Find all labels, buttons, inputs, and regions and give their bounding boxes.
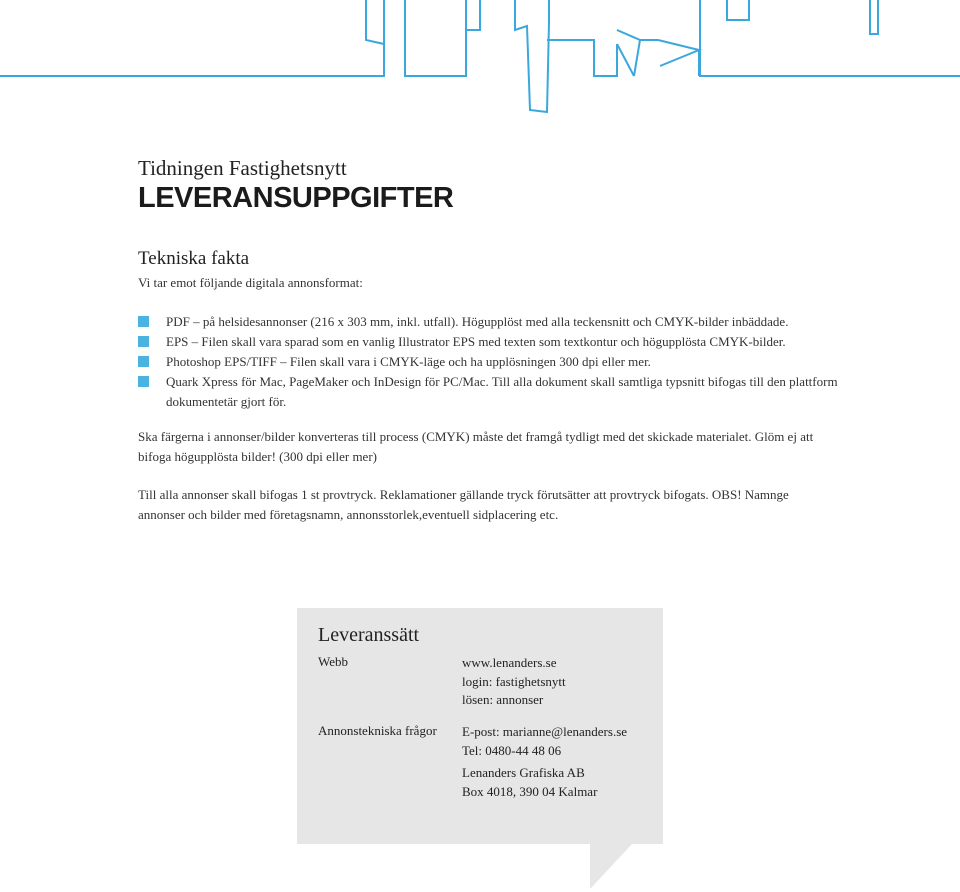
tech-questions-label: Annonstekniska frågor	[318, 723, 437, 738]
square-bullet-icon	[138, 376, 149, 387]
contact-email[interactable]: E-post: marianne@lenanders.se	[462, 724, 628, 739]
square-bullet-icon	[138, 356, 149, 367]
web-label: Webb	[318, 654, 348, 669]
list-item-text: EPS – Filen skall vara sparad som en vanlig Illustrator EPS med texten som textkontur och högupplösta CMYK-bilder.	[166, 334, 786, 349]
contact-details	[462, 723, 627, 760]
format-list	[138, 312, 838, 412]
company-name: Lenanders Grafiska AB	[462, 765, 585, 780]
intro-text: Vi tar emot följande digitala annonsformat:	[138, 275, 363, 290]
list-item	[138, 332, 838, 352]
page-title: LEVERANSUPPGIFTER	[138, 182, 454, 214]
list-item-text: Photoshop EPS/TIFF – Filen skall vara i CMYK-läge och ha upplösningen 300 dpi eller mer.	[166, 354, 651, 369]
contact-phone: Tel: 0480-44 48 06	[462, 742, 562, 758]
list-item	[138, 352, 838, 372]
square-bullet-icon	[138, 316, 149, 327]
publication-name: Tidningen Fastighetsnytt	[138, 156, 347, 180]
web-url[interactable]: www.lenanders.se	[462, 655, 557, 670]
address-details	[462, 764, 597, 801]
list-item	[138, 312, 838, 332]
square-bullet-icon	[138, 336, 149, 347]
web-password: lösen: annonser	[462, 692, 544, 707]
list-item	[138, 372, 838, 412]
web-details	[462, 654, 566, 710]
section-heading-tech: Tekniska fakta	[138, 248, 250, 269]
web-login: login: fastighetsnytt	[462, 673, 566, 689]
delivery-heading: Leveranssätt	[318, 624, 420, 646]
list-item-text: PDF – på helsidesannonser (216 x 303 mm, inkl. utfall). Högupplöst med alla teckensnitt och CMYK-bilder inbäddade.	[166, 314, 789, 329]
skyline-illustration	[0, 0, 960, 120]
proof-print-paragraph: Till alla annonser skall bifogas 1 st provtryck. Reklamationer gällande tryck förutsätter att provtryck bifogats. OBS! Namnge annonser och bilder med företagsnamn, annonsstorlek,eventuell sidplacering etc.	[138, 487, 789, 522]
postal-address: Box 4018, 390 04 Kalmar	[462, 783, 598, 799]
speech-bubble-tail	[590, 843, 633, 889]
list-item-text: Quark Xpress för Mac, PageMaker och InDesign för PC/Mac. Till alla dokument skall samtliga typsnitt bifogas till den plattform dokumentetär gjort för.	[166, 374, 838, 409]
color-conversion-paragraph: Ska färgerna i annonser/bilder konverteras till process (CMYK) måste det framgå tydligt med det skickade materialet. Glöm ej att bifoga högupplösta bilder! (300 dpi eller mer)	[138, 429, 814, 464]
delivery-info-box	[297, 608, 663, 844]
